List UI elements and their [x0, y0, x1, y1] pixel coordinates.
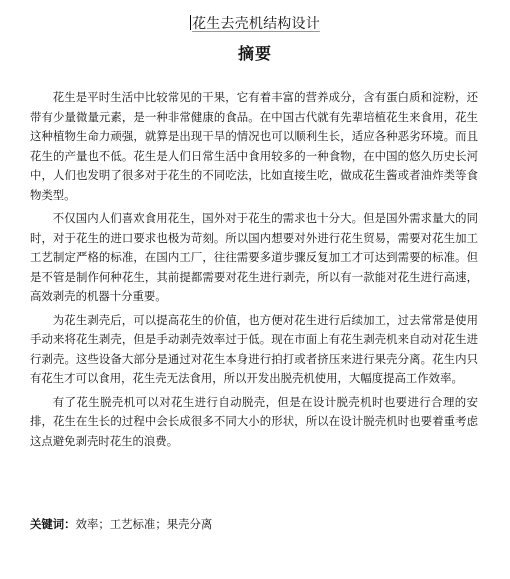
document-title [0, 14, 510, 34]
paragraph-3: 为花生剥壳后，可以提高花生的价值，也方便对花生进行后续加工，过去常常是使用手动来将花生剥壳，但是手动剥壳效率过于低。现在市面上有花生剥壳机来自动对花生进行剥壳。这些设备大部分是通过对花生本身进行拍打或者挤压来进行果壳分离。花生内只有花生才可以食用，花生壳无法食用，所以开发出脱壳机使用，大幅度提高工作效率。 [30, 312, 478, 385]
paragraph-4: 有了花生脱壳机可以对花生进行自动脱壳，但是在设计脱壳机时也要进行合理的安排，花生在生长的过程中会长成很多不同大小的形状，所以在设计脱壳机时也要着重考虑这点避免剥壳时花生的浪费。 [30, 394, 478, 448]
keywords-label: 关键词： [30, 517, 76, 531]
paragraph-1: 花生是平时生活中比较常见的干果，它有着丰富的营养成分，含有蛋白质和淀粉，还带有少量微量元素，是一种非常健康的食品。在中国古代就有先辈培植花生来食用，花生这种植物生命力顽强，就算是出现干旱的情况也可以顺利生长，适应各种恶劣环境。而且花生的产量也不低。花生是人们日常生活中食用较多的一种食物，在中国的悠久历史长河中，人们也发明了很多对于花生的不同吃法，比如直接生吃，做成花生酱或者油炸类等食物类型。 [30, 90, 478, 202]
paragraph-2: 不仅国内人们喜欢食用花生，国外对于花生的需求也十分大。但是国外需求量大的同时，对于花生的进口要求也极为苛刻。所以国内想要对外进行花生贸易，需要对花生加工工艺制定严格的标准，在国内工厂，往往需要多道步骤反复加工才可达到需要的标准。但是不管是制作何种花生，其前提都需要对花生进行剥壳，所以有一款能对花生进行高速，高效剥壳的机器十分重要。 [30, 211, 478, 303]
document-title-text: 花生去壳机结构设计 [192, 16, 320, 32]
abstract-body [30, 88, 478, 455]
abstract-heading: 摘要 [237, 44, 272, 63]
text-cursor [190, 15, 191, 30]
keywords-line [30, 515, 478, 534]
keywords-text: 效率；工艺标准；果壳分离 [75, 517, 213, 531]
